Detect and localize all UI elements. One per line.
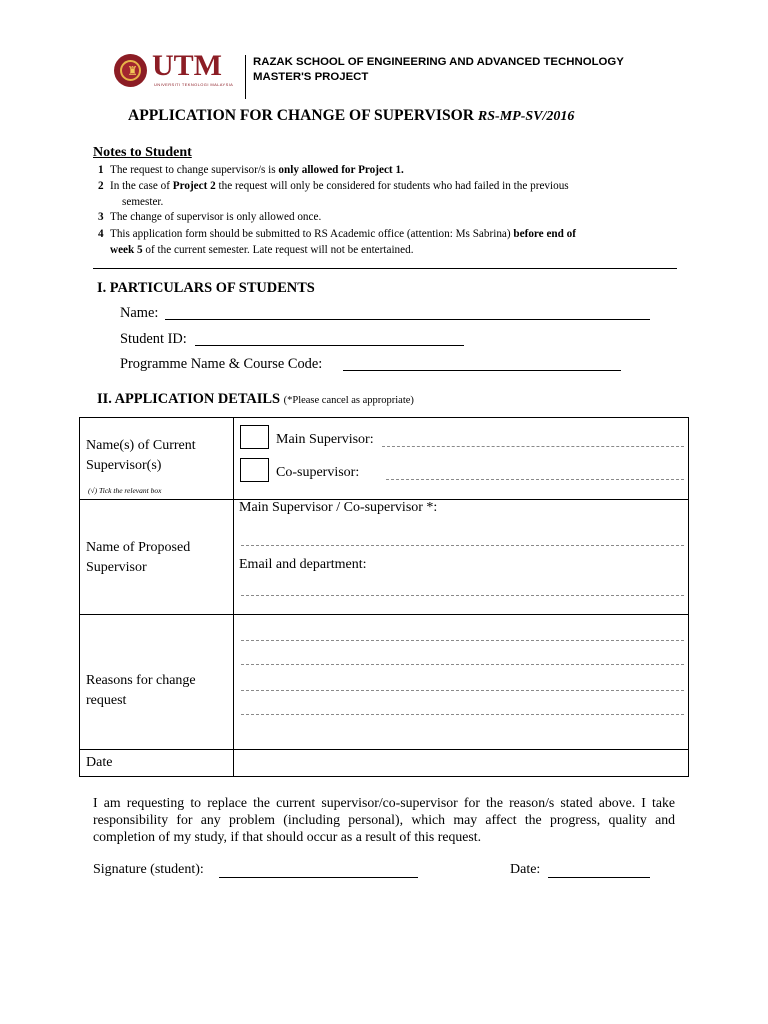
logo-subtext: UNIVERSITI TEKNOLOGI MALAYSIA <box>154 82 234 87</box>
programme-label: Programme Name & Course Code: <box>120 356 323 372</box>
section-2-note: (*Please cancel as appropriate) <box>283 395 414 406</box>
signature-date-field[interactable] <box>548 877 650 878</box>
reasons-label: Reasons for change request <box>86 673 196 708</box>
note-2: 2 In the case of Project 2 the request will only be considered for students who had failed in the previous <box>98 180 569 192</box>
header-divider <box>245 55 246 99</box>
student-id-field[interactable] <box>195 345 464 346</box>
note-4-cont: week 5 of the current semester. Late request will not be entertained. <box>110 244 414 256</box>
utm-crest-icon: ♜ <box>114 54 147 87</box>
application-table <box>79 417 689 777</box>
co-supervisor-label: Co-supervisor: <box>276 465 360 480</box>
date-row-label: Date <box>86 755 113 770</box>
main-supervisor-checkbox[interactable] <box>240 425 269 449</box>
email-department-label: Email and department: <box>239 557 367 572</box>
student-id-label: Student ID: <box>120 331 187 347</box>
reason-line-1[interactable] <box>241 640 684 641</box>
section-2-heading <box>97 391 414 408</box>
proposed-main-label: Main Supervisor / Co-supervisor *: <box>239 500 438 515</box>
tick-note: (√) Tick the relevant box <box>88 486 162 495</box>
date-row-field[interactable] <box>234 750 688 776</box>
signature-field[interactable] <box>219 877 418 878</box>
co-supervisor-field[interactable] <box>386 479 684 480</box>
programme-field[interactable] <box>343 370 621 371</box>
school-line-2: MASTER'S PROJECT <box>253 71 369 83</box>
form-code: RS-MP-SV/2016 <box>477 109 575 124</box>
signature-date-label: Date: <box>510 862 541 877</box>
row-divider-2 <box>80 614 688 615</box>
current-supervisor-label: Name(s) of Current Supervisor(s) <box>86 438 196 473</box>
name-label: Name: <box>120 305 159 321</box>
notes-divider <box>93 268 677 269</box>
reason-line-2[interactable] <box>241 664 684 665</box>
section-2-title: II. APPLICATION DETAILS <box>97 391 280 407</box>
logo-text: UTM <box>152 49 222 82</box>
school-line-1: RAZAK SCHOOL OF ENGINEERING AND ADVANCED TECHNOLOGY <box>253 56 624 68</box>
name-field[interactable] <box>165 319 650 320</box>
form-title <box>128 107 574 125</box>
reason-line-3[interactable] <box>241 690 684 691</box>
proposed-supervisor-label: Name of Proposed Supervisor <box>86 540 191 575</box>
table-column-divider <box>233 418 234 776</box>
school-name <box>253 55 624 85</box>
notes-heading: Notes to Student <box>93 145 192 160</box>
proposed-supervisor-field[interactable] <box>241 545 684 546</box>
form-title-text: APPLICATION FOR CHANGE OF SUPERVISOR <box>128 107 475 124</box>
note-4: 4 This application form should be submitted to RS Academic office (attention: Ms Sabrina) before end of <box>98 228 576 240</box>
signature-label: Signature (student): <box>93 862 204 877</box>
utm-logo <box>114 49 234 92</box>
note-1: 1 The request to change supervisor/s is only allowed for Project 1. <box>98 164 404 176</box>
section-1-heading: I. PARTICULARS OF STUDENTS <box>97 280 315 296</box>
main-supervisor-field[interactable] <box>382 446 684 447</box>
email-department-field[interactable] <box>241 595 684 596</box>
declaration-text: I am requesting to replace the current supervisor/co-supervisor for the reason/s stated above. I take responsibility for any problem (including personal), which may affect the progress, quality and completion of my study, if that should occur as a result of this request. <box>93 795 675 844</box>
co-supervisor-checkbox[interactable] <box>240 458 269 482</box>
note-2-cont: semester. <box>122 196 164 208</box>
note-3: 3 The change of supervisor is only allowed once. <box>98 211 322 223</box>
reason-line-4[interactable] <box>241 714 684 715</box>
main-supervisor-label: Main Supervisor: <box>276 432 374 447</box>
